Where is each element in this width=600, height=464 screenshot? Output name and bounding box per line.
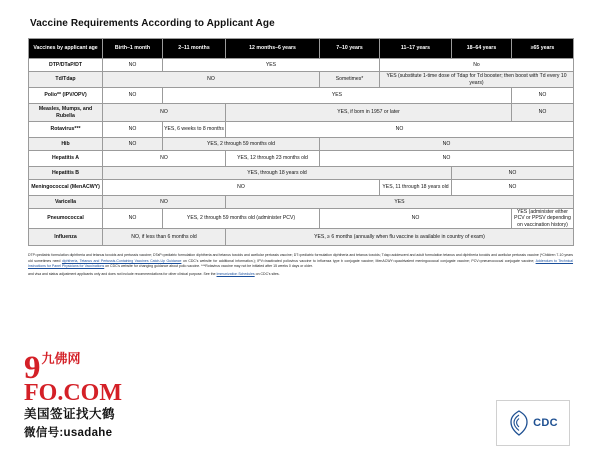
column-header-18-64-years: 18–64 years [452, 39, 512, 59]
table-cell: YES (substitute 1-time dose of Tdap for Td booster; then boost with Td every 10 years) [380, 72, 574, 88]
column-header-2-11-months: 2–11 months [163, 39, 226, 59]
footnote-link-catch-up-guidance[interactable]: diphtheria, Tetanus and Pertussis-Containing Vaccines Catch-Up Guidance [61, 258, 182, 263]
column-header-11-17-years: 11–17 years [380, 39, 452, 59]
table-cell: YES [163, 88, 512, 104]
footnote-link-addendum[interactable]: Addendum to Technical Instructions for Panel Physicians for Vaccinations [28, 258, 574, 268]
page-title: Vaccine Requirements According to Applicant Age [30, 18, 275, 29]
table-cell: NO [320, 138, 574, 151]
footnote-1-text-b: on CDC's website for additional information.); IPV=inactivated poliovirus vaccine to influenza type b conjugate vaccine; MenACWY=quadrivalent meningococcal conjugate vaccine; PCV=pneumococcal conjugate vaccine; [181, 258, 536, 263]
table-cell: NO [103, 72, 320, 88]
table-cell: YES [226, 196, 574, 209]
table-row [29, 88, 574, 104]
table-row [29, 122, 574, 138]
table-cell: No [380, 59, 574, 72]
footnote-paragraph-2 [28, 272, 573, 277]
table-cell: NO [452, 180, 574, 196]
watermark-logo-numeral: 9 [24, 350, 40, 386]
watermark-logo [24, 352, 122, 405]
table-row [29, 151, 574, 167]
table-cell: NO [103, 151, 226, 167]
row-header-vaccine: Polio** (IPV/OPV) [29, 88, 103, 104]
watermark-tagline: 美国签证找大鹤 [24, 407, 116, 421]
table-body [29, 59, 574, 246]
table-row [29, 59, 574, 72]
table-cell: YES, 12 through 23 months old [226, 151, 320, 167]
table-cell: NO [226, 122, 574, 138]
table-cell: NO [103, 138, 163, 151]
footnote-1-text-c: on CDC's website for changing guidance about polio vaccine. ***Rotavirus vaccine may not be initiated after 15 weeks 0 days or older. [104, 263, 313, 268]
footnote-1-text-a: DTP=pediatric formulation diphtheria and tetanus toxoids and pertussis vaccine; DTaP=pediatric formulation diphtheria and tetanus toxoids and acellular pertussis vaccine; DT=pediatric formulation diphtheria and tetanus toxoids; Tdap=adolescent and adult formulation tetanus and diphtheria toxoids and acellular pertussis vaccine (*Children 7-10 years old sometimes need [28, 253, 573, 263]
table-row [29, 104, 574, 122]
column-header-7-10-years: 7–10 years [320, 39, 380, 59]
table-cell: NO [320, 209, 512, 229]
row-header-vaccine: Varicella [29, 196, 103, 209]
table-row [29, 229, 574, 246]
table-cell: NO [103, 209, 163, 229]
row-header-vaccine: DTP/DTaP/DT [29, 59, 103, 72]
footnote-2-text-a: and visa and status adjustment applicants only and does not include recommendations for other clinical purpose. See the [28, 272, 217, 277]
table-row [29, 196, 574, 209]
table-cell: YES, through 18 years old [103, 167, 452, 180]
column-header-12-months-6-years: 12 months–6 years [226, 39, 320, 59]
row-header-vaccine: Rotavirus*** [29, 122, 103, 138]
footnote-link-immunization-schedules[interactable]: Immunization Schedules [216, 272, 255, 277]
table-cell: NO [103, 104, 226, 122]
table-row [29, 209, 574, 229]
table-cell: NO [512, 104, 574, 122]
row-header-vaccine: Td/Tdap [29, 72, 103, 88]
column-header-birth-1-month: Birth–1 month [103, 39, 163, 59]
table-cell: YES [163, 59, 380, 72]
footnote-2-text-b: on CDC's sites. [254, 272, 280, 277]
table-cell: NO [320, 151, 574, 167]
column-header-vaccines: Vaccines by applicant age [29, 39, 103, 59]
table-cell: NO [452, 167, 574, 180]
table-cell: NO, if less than 6 months old [103, 229, 226, 246]
cdc-logo-box [496, 400, 570, 446]
watermark-logo-domain: FO.COM [24, 380, 122, 406]
table-cell: NO [103, 59, 163, 72]
table-row [29, 180, 574, 196]
row-header-vaccine: Influenza [29, 229, 103, 246]
table-cell: YES, 6 weeks to 8 months [163, 122, 226, 138]
table-cell: YES, 11 through 18 years old [380, 180, 452, 196]
row-header-vaccine: Hib [29, 138, 103, 151]
vaccine-requirements-table [28, 38, 574, 246]
cdc-logo-label: CDC [533, 417, 558, 429]
row-header-vaccine: Measles, Mumps, and Rubella [29, 104, 103, 122]
table-cell: NO [512, 88, 574, 104]
table-cell: YES, 2 through 59 months old (administer PCV) [163, 209, 320, 229]
table-cell: NO [103, 122, 163, 138]
row-header-vaccine: Hepatitis A [29, 151, 103, 167]
table-cell: NO [103, 180, 380, 196]
table-cell: YES, ≥ 6 months (annually when flu vaccine is available in country of exam) [226, 229, 574, 246]
table-cell: YES (administer either PCV or PPSV depending on vaccination history) [512, 209, 574, 229]
table-cell: NO [103, 196, 226, 209]
row-header-vaccine: Meningococcal (MenACWY) [29, 180, 103, 196]
table-cell: NO [103, 88, 163, 104]
table-row [29, 138, 574, 151]
table-cell: YES, 2 through 59 months old [163, 138, 320, 151]
column-header-65-plus-years: ≥65 years [512, 39, 574, 59]
cdc-seal-icon [508, 410, 530, 436]
table-row [29, 167, 574, 180]
table-cell: YES, if born in 1957 or later [226, 104, 512, 122]
row-header-vaccine: Hepatitis B [29, 167, 103, 180]
table-header-row [29, 39, 574, 59]
row-header-vaccine: Pneumococcal [29, 209, 103, 229]
watermark-logo-chinese: 九佛网 [41, 351, 81, 366]
footnotes [28, 253, 573, 278]
table-cell: Sometimes* [320, 72, 380, 88]
footnote-paragraph-1 [28, 253, 573, 269]
watermark-wechat: 微信号:usadahe [24, 427, 113, 439]
table-row [29, 72, 574, 88]
